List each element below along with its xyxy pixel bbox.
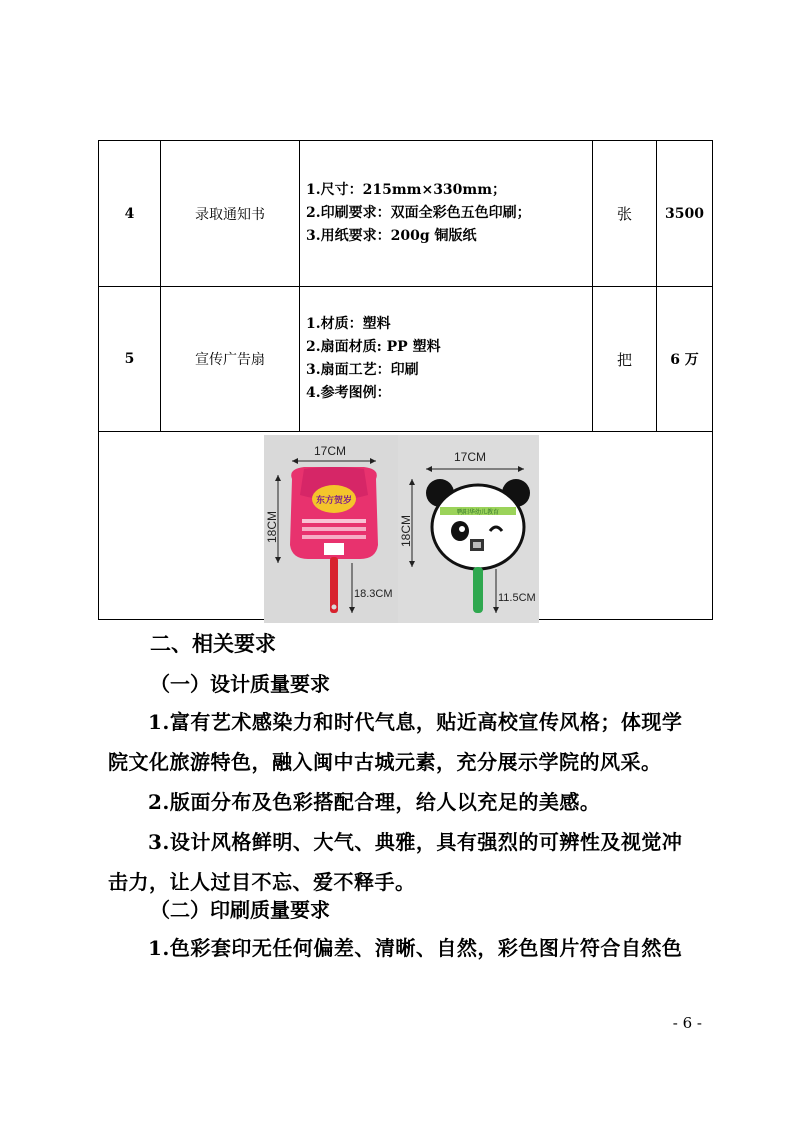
paragraph-2 (108, 782, 700, 822)
requirement-line: 1.尺寸：215mm×330mm； (306, 182, 507, 198)
left-handle-label: 18.3CM (354, 588, 393, 600)
row-number: 4 (99, 141, 161, 287)
item-requirements (300, 287, 593, 432)
requirement-line: 2.印刷要求：双面全彩色五色印刷； (306, 205, 531, 221)
paragraph-1 (108, 702, 700, 782)
left-fan-title: 东方贺岁 (315, 496, 353, 506)
table-row (99, 141, 713, 287)
right-fan-text: 鸭阳华幼儿教育 (456, 509, 500, 516)
paragraph-line: 2.版面分布及色彩搭配合理，给人以充足的美感。 (148, 790, 601, 814)
right-height-label: 18CM (399, 514, 413, 547)
figure-row (99, 432, 713, 620)
subsection-title: （一）设计质量要求 (150, 672, 330, 696)
subsection-title: （二）印刷质量要求 (150, 898, 330, 922)
left-width-label: 17CM (314, 444, 347, 458)
paragraph-line: 3.设计风格鲜明、大气、典雅，具有强烈的可辨性及视觉冲 (148, 830, 683, 854)
item-quantity: 6 万 (657, 287, 713, 432)
paragraph-line: 击力，让人过目不忘、爱不释手。 (108, 870, 416, 894)
right-width-label: 17CM (454, 450, 487, 464)
requirement-line: 3.用纸要求：200g 铜版纸 (306, 228, 477, 244)
procurement-table (98, 140, 713, 620)
item-quantity: 3500 (657, 141, 713, 287)
fan-reference-image (264, 435, 539, 623)
item-name: 录取通知书 (161, 141, 300, 287)
item-unit: 把 (593, 287, 657, 432)
left-height-label: 18CM (265, 510, 279, 543)
page-number: - 6 - (672, 1014, 702, 1032)
table-row (99, 287, 713, 432)
figure-cell (99, 432, 713, 620)
paragraph-line: 院文化旅游特色，融入闽中古城元素，充分展示学院的风采。 (108, 750, 662, 774)
section-title: 二、相关要求 (150, 631, 276, 656)
right-handle-label: 11.5CM (498, 592, 536, 604)
requirement-line: 3.扇面工艺：印刷 (306, 362, 419, 378)
requirement-line: 1.材质：塑料 (306, 316, 391, 332)
item-requirements (300, 141, 593, 287)
paragraph-4 (108, 928, 700, 968)
fan-illustration (264, 435, 539, 623)
item-name: 宣传广告扇 (161, 287, 300, 432)
paragraph-3 (108, 822, 700, 902)
paragraph-line: 1.色彩套印无任何偏差、清晰、自然，彩色图片符合自然色 (148, 936, 683, 960)
requirement-line: 2.扇面材质: PP 塑料 (306, 339, 441, 355)
paragraph-line: 1.富有艺术感染力和时代气息，贴近高校宣传风格；体现学 (148, 710, 683, 734)
row-number: 5 (99, 287, 161, 432)
item-unit: 张 (593, 141, 657, 287)
requirement-line: 4.参考图例： (306, 385, 391, 401)
